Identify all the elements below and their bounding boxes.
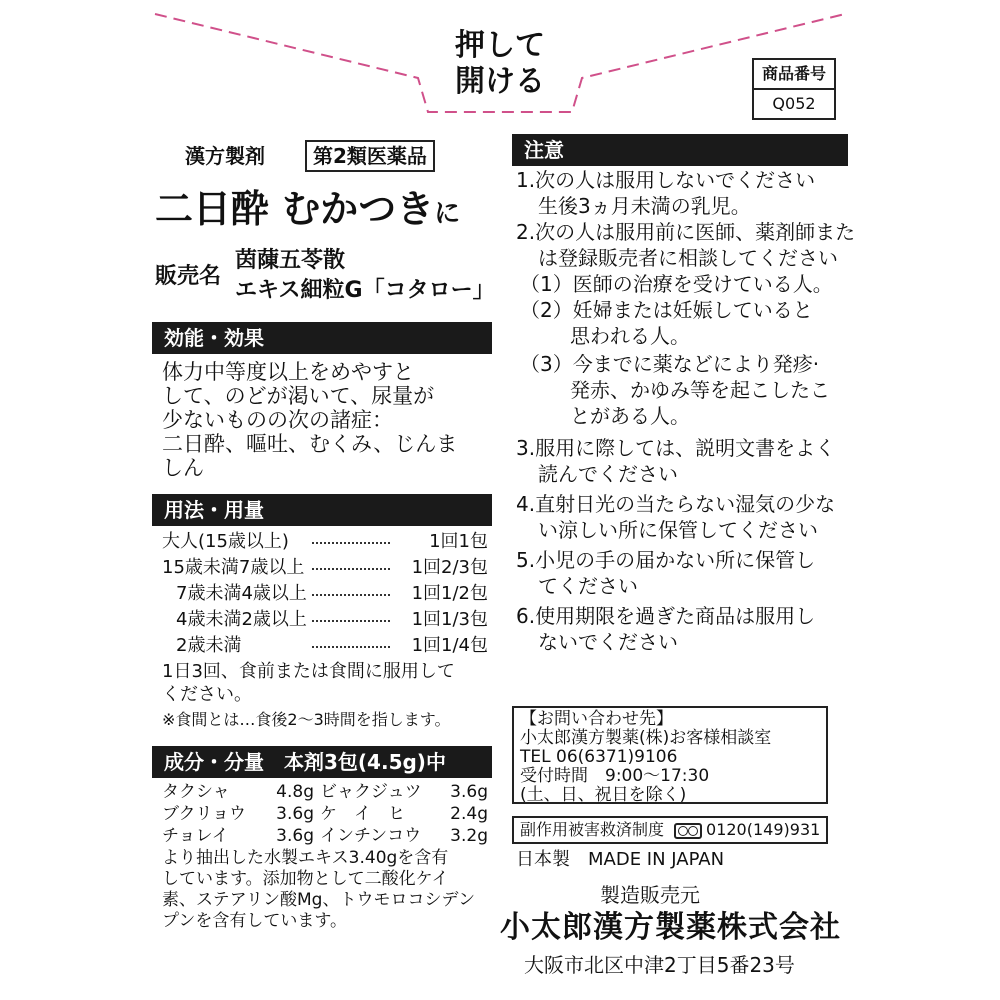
inquiry-hours: 受付時間 9:00〜17:30: [520, 766, 710, 786]
caution-line: 3.服用に際しては、説明文書をよく: [516, 436, 836, 460]
ingredient-amount: 3.2g: [450, 826, 488, 846]
ingredient-item: [320, 782, 488, 802]
freedial-icon: [674, 823, 702, 839]
dosage-note-line: 1日3回、食前または食間に服用して: [162, 661, 455, 682]
dosage-age: 7歳未満4歳以上: [176, 582, 310, 605]
caution-header: 注意: [512, 134, 848, 166]
efficacy-line: して、のどが渇いて、尿量が: [162, 384, 435, 408]
sales-name-line-2: エキス細粒G「コタロー」: [235, 278, 495, 303]
relief-phone: 0120(149)931: [706, 820, 821, 839]
dosage-amount: 1回1/2包: [411, 583, 488, 604]
push-line-2: 開ける: [455, 64, 545, 99]
efficacy-line: 二日酔、嘔吐、むくみ、じんま: [162, 432, 458, 456]
dosage-footnote: ※食間とは…食後2〜3時間を指します。: [162, 710, 451, 729]
product-category: 漢方製剤: [185, 144, 265, 168]
caution-line: てください: [538, 574, 638, 598]
ingredient-item: [320, 826, 488, 846]
caution-line: 思われる人。: [570, 324, 690, 348]
ingredient-amount: 4.8g: [276, 782, 314, 802]
efficacy-line: しん: [162, 456, 204, 480]
ingredient-amount: 3.6g: [276, 826, 314, 846]
product-title: [155, 186, 460, 237]
manufacturer-label: 製造販売元: [600, 883, 700, 907]
dosage-note: [162, 660, 492, 706]
leader-dots: [312, 568, 390, 570]
relief-label: 副作用被害救済制度: [520, 820, 665, 839]
ingredient-name: ブクリョウ: [162, 804, 246, 824]
drug-class-badge: 第2類医薬品: [305, 140, 435, 172]
leader-dots: [312, 646, 390, 648]
product-number-box: [752, 58, 836, 120]
push-to-open-label[interactable]: [430, 28, 570, 100]
caution-line: 5.小児の手の届かない所に保管し: [516, 548, 816, 572]
dosage-age: 4歳未満2歳以上: [176, 608, 310, 631]
caution-line: 2.次の人は服用前に医師、薬剤師また: [516, 220, 856, 244]
caution-line: 1.次の人は服用しないでください: [516, 168, 816, 192]
push-line-1: 押して: [455, 28, 545, 63]
caution-line: 6.使用期限を過ぎた商品は服用し: [516, 604, 816, 628]
leader-dots: [312, 542, 390, 544]
caution-line: とがある人。: [570, 404, 690, 428]
inquiry-box: [512, 706, 828, 804]
sales-name-label: 販売名: [155, 264, 222, 289]
ingredients-note-line: しています。添加物として二酸化ケイ: [162, 869, 449, 889]
sales-name-value: [235, 246, 495, 306]
dosage-amount: 1回2/3包: [411, 557, 488, 578]
efficacy-header: 効能・効果: [152, 322, 492, 354]
ingredients-note-line: 素、ステアリン酸Mg、トウモロコシデン: [162, 890, 476, 910]
inquiry-title: 【お問い合わせ先】: [520, 709, 673, 729]
caution-line: （2）妊婦または妊娠していると: [520, 298, 813, 322]
ingredient-name: インチンコウ: [320, 826, 422, 846]
inquiry-closed: (土、日、祝日を除く): [520, 785, 687, 805]
dosage-amount: 1回1/4包: [411, 635, 488, 656]
ingredients-note: [162, 848, 492, 932]
dosage-age: 2歳未満: [176, 634, 244, 657]
caution-line: 生後3ヵ月未満の乳児。: [538, 194, 751, 218]
dosage-row: [162, 530, 488, 553]
efficacy-text: [162, 360, 492, 480]
ingredient-item: [320, 804, 488, 824]
ingredient-item: [162, 782, 314, 802]
ingredient-amount: 3.6g: [450, 782, 488, 802]
product-number-value: Q052: [772, 94, 816, 113]
inquiry-company: 小太郎漢方製薬(株)お客様相談室: [520, 728, 772, 748]
dosage-age: 15歳未満7歳以上: [162, 556, 307, 579]
product-number-label: 商品番号: [754, 60, 834, 90]
dosage-row: [162, 556, 488, 579]
caution-line: い涼しい所に保管してください: [538, 518, 818, 542]
dosage-amount: 1回1包: [429, 531, 488, 552]
ingredient-name: ケ イ ヒ: [320, 804, 405, 824]
caution-line: 4.直射日光の当たらない湿気の少な: [516, 492, 836, 516]
caution-line: ないでください: [538, 630, 678, 654]
efficacy-line: 少ないものの次の諸症：: [162, 408, 393, 432]
caution-line: 読んでください: [538, 462, 678, 486]
product-title-main: 二日酔 むかつき: [155, 187, 435, 231]
dosage-amount: 1回1/3包: [411, 609, 488, 630]
manufacturer-address: 大阪市北区中津2丁目5番23号: [524, 953, 795, 977]
sales-name-line-1: 茵蔯五苓散: [235, 248, 346, 273]
product-title-suffix: に: [434, 199, 461, 229]
dosage-age: 大人(15歳以上): [162, 530, 292, 553]
efficacy-line: 体力中等度以上をめやすと: [162, 360, 414, 384]
relief-system-box: [512, 816, 828, 844]
dosage-row: [162, 582, 488, 605]
caution-line: （3）今までに薬などにより発疹·: [520, 352, 820, 376]
ingredients-note-line: より抽出した水製エキス3.40gを含有: [162, 848, 449, 868]
caution-line: 発赤、かゆみ等を起こしたこ: [570, 378, 830, 402]
inquiry-tel: TEL 06(6371)9106: [520, 747, 678, 767]
leader-dots: [312, 594, 390, 596]
ingredients-note-line: プンを含有しています。: [162, 911, 347, 931]
dosage-row: [162, 608, 488, 631]
country-of-origin: 日本製 MADE IN JAPAN: [516, 849, 725, 870]
manufacturer-name: 小太郎漢方製薬株式会社: [500, 910, 841, 945]
leader-dots: [312, 620, 390, 622]
ingredient-amount: 2.4g: [450, 804, 488, 824]
ingredient-item: [162, 826, 314, 846]
caution-line: （1）医師の治療を受けている人。: [520, 272, 833, 296]
ingredient-name: チョレイ: [162, 826, 229, 846]
dosage-header: 用法・用量: [152, 494, 492, 526]
ingredient-amount: 3.6g: [276, 804, 314, 824]
ingredient-name: ビャクジュツ: [320, 782, 422, 802]
ingredient-item: [162, 804, 314, 824]
caution-line: は登録販売者に相談してください: [538, 246, 838, 270]
dosage-note-line: ください。: [162, 684, 252, 705]
ingredients-header: 成分・分量 本剤3包(4.5g)中: [152, 746, 492, 778]
ingredient-name: タクシャ: [162, 782, 230, 802]
dosage-row: [162, 634, 488, 657]
